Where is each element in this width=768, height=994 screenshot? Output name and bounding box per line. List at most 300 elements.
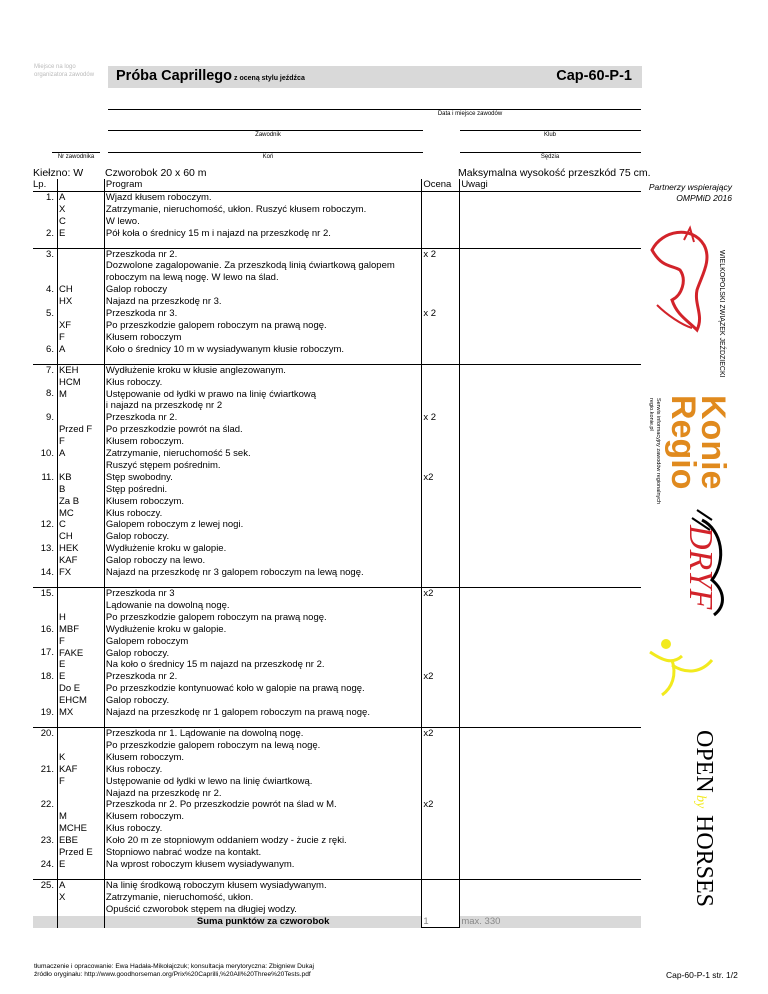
grade-cell-line bbox=[423, 344, 458, 356]
program-cell-line: Galop roboczy na lewo. bbox=[105, 555, 206, 567]
letter-cell-line: X bbox=[58, 891, 66, 903]
program-cell bbox=[104, 364, 421, 579]
letter-cell-line bbox=[59, 272, 103, 284]
grade-cell-line bbox=[423, 424, 458, 436]
lp-cell-line bbox=[34, 216, 54, 228]
grade-cell-line bbox=[423, 624, 458, 636]
letter-cell-line: HEK bbox=[58, 543, 79, 555]
notes-cell[interactable] bbox=[460, 248, 641, 356]
letter-cell-line: B bbox=[58, 483, 66, 495]
header-letter bbox=[57, 179, 104, 191]
open-horses-logo bbox=[650, 639, 717, 907]
program-cell-line: Wjazd kłusem roboczym. bbox=[105, 191, 212, 203]
program-cell-line: Galop roboczy bbox=[105, 284, 168, 296]
lp-cell-line bbox=[34, 496, 54, 508]
program-cell-line: Przeszkoda nr 2. bbox=[105, 671, 178, 683]
program-cell-line: Lądowanie na dowolną nogę. bbox=[105, 599, 230, 611]
lp-cell-line bbox=[34, 612, 54, 624]
grade-cell-line bbox=[423, 320, 458, 332]
grade-cell-line bbox=[423, 388, 458, 400]
grade-cell-line: x 2 bbox=[423, 412, 437, 424]
grade-cell-line bbox=[423, 904, 458, 916]
letter-cell-line bbox=[59, 460, 103, 472]
lp-cell-line: 17. bbox=[40, 647, 54, 659]
lp-cell-line bbox=[34, 555, 54, 567]
letter-cell-line: Za B bbox=[58, 495, 80, 507]
program-cell-line: Po przeszkodzie galopem roboczym na prawą nogę. bbox=[105, 611, 327, 623]
lp-cell-line bbox=[34, 332, 54, 344]
letter-cell-line: MCHE bbox=[58, 823, 87, 835]
separator-cell bbox=[33, 240, 57, 249]
lp-cell bbox=[33, 879, 57, 915]
header-notes: Uwagi bbox=[460, 179, 641, 191]
group-separator bbox=[33, 579, 641, 588]
separator-cell bbox=[460, 356, 641, 365]
notes-cell[interactable] bbox=[460, 727, 641, 870]
lp-cell-line: 9. bbox=[46, 412, 54, 424]
letter-cell bbox=[57, 248, 104, 356]
grade-cell-line: x2 bbox=[423, 727, 434, 739]
lp-cell-line bbox=[34, 272, 54, 284]
lp-cell-line: 11. bbox=[41, 471, 54, 483]
grade-cell-line bbox=[423, 776, 458, 788]
svg-text:OPEN: OPEN bbox=[691, 730, 717, 793]
lp-cell-line bbox=[34, 400, 54, 412]
grade-cell-line bbox=[423, 436, 458, 448]
program-cell-line: Galopem roboczym bbox=[105, 635, 189, 647]
rider-label: Zawodnik bbox=[255, 132, 281, 138]
lp-cell-line bbox=[34, 811, 54, 823]
program-cell-line: Wydłużenie kroku w galopie. bbox=[105, 623, 227, 635]
horse-line[interactable] bbox=[108, 152, 423, 153]
lp-cell-line bbox=[34, 424, 54, 436]
letter-cell-line bbox=[59, 787, 103, 799]
sum-row bbox=[33, 916, 641, 928]
club-line[interactable] bbox=[460, 130, 641, 131]
lp-cell-line bbox=[34, 320, 54, 332]
grade-cell-line bbox=[423, 555, 458, 567]
program-cell-line: Galop roboczy. bbox=[105, 695, 170, 707]
table-row bbox=[33, 364, 641, 579]
program-cell-line: Przeszkoda nr 1. Lądowanie na dowolną nogę. bbox=[105, 727, 304, 739]
grade-cell-line bbox=[423, 192, 458, 204]
separator-cell bbox=[33, 719, 57, 728]
partners-block bbox=[644, 182, 732, 204]
lp-cell-line bbox=[34, 636, 54, 648]
assoc-text: WIELKOPOLSKI ZWIĄZEK JEŹDZIECKI bbox=[718, 250, 725, 378]
grade-cell-line bbox=[423, 659, 458, 671]
lp-cell-line: 8. bbox=[46, 388, 54, 400]
footer-line-1: tłumaczenie i opracowanie: Ewa Hadała-Mikołajczuk; konsultacja merytoryczna: Zbigniew Dukaj bbox=[34, 963, 314, 970]
grade-cell-line bbox=[423, 204, 458, 216]
lp-cell-line bbox=[34, 484, 54, 496]
letter-cell-line: Przed E bbox=[58, 846, 93, 858]
letter-cell-line bbox=[59, 308, 103, 320]
lp-cell-line: 22. bbox=[40, 799, 54, 811]
grade-cell-line bbox=[423, 647, 458, 659]
judge-line[interactable] bbox=[460, 152, 641, 153]
separator-cell bbox=[104, 356, 421, 365]
grade-cell-line bbox=[423, 496, 458, 508]
program-cell-line: Dozwolone zagalopowanie. Za przeszkodą linią ćwiartkową galopem bbox=[105, 260, 395, 272]
arena-info: Czworobok 20 x 60 m bbox=[105, 167, 207, 179]
separator-cell bbox=[104, 871, 421, 880]
lp-cell bbox=[33, 727, 57, 870]
letter-cell-line: EBE bbox=[58, 835, 78, 847]
lp-cell bbox=[33, 588, 57, 719]
program-cell-line: Na linię środkową roboczym kłusem wysiadywanym. bbox=[105, 879, 327, 891]
letter-cell-line: K bbox=[58, 751, 66, 763]
separator-cell bbox=[33, 871, 57, 880]
letter-cell-line: KEH bbox=[58, 364, 79, 376]
program-cell-line: Przeszkoda nr 3. bbox=[105, 308, 178, 320]
letter-cell-line: A bbox=[58, 191, 66, 203]
program-cell-line: Najazd na przeszkodę nr 2. bbox=[105, 787, 222, 799]
program-cell-line: Po przeszkodzie kontynuować koło w galopie na prawą nogę. bbox=[105, 683, 365, 695]
program-cell-line: Stopniowo nabrać wodze na kontakt. bbox=[105, 847, 262, 859]
grade-cell-line bbox=[423, 892, 458, 904]
sum-max bbox=[460, 916, 641, 928]
lp-cell-line: 7. bbox=[46, 364, 54, 376]
logo-placeholder: Miejsce na logo organizatora zawodów bbox=[34, 64, 95, 78]
lp-cell-line: 12. bbox=[40, 519, 54, 531]
lp-cell-line bbox=[34, 752, 54, 764]
grade-cell-line bbox=[423, 859, 458, 871]
letter-cell-line: M bbox=[58, 811, 67, 823]
lp-cell-line: 5. bbox=[46, 308, 54, 320]
separator-cell bbox=[57, 579, 104, 588]
letter-cell bbox=[57, 191, 104, 239]
letter-cell-line: A bbox=[58, 448, 66, 459]
date-place-line[interactable] bbox=[108, 109, 641, 110]
konie-regio-logo-2: Regio bbox=[664, 395, 702, 490]
footer-credits bbox=[34, 963, 314, 979]
separator-cell bbox=[422, 356, 460, 365]
program-cell-line: Po przeszkodzie powrót na ślad. bbox=[105, 424, 243, 436]
lp-cell-line bbox=[34, 892, 54, 904]
program-cell-line: Przeszkoda nr 2. bbox=[105, 412, 178, 424]
grade-cell[interactable] bbox=[422, 364, 460, 579]
letter-cell-line: F bbox=[58, 331, 65, 343]
letter-cell-line bbox=[59, 260, 103, 272]
program-cell-line: Zatrzymanie, nieruchomość, ukłon. bbox=[105, 891, 254, 903]
letter-cell-line bbox=[59, 728, 103, 740]
group-separator bbox=[33, 871, 641, 880]
letter-cell-line bbox=[59, 412, 103, 424]
grade-cell-line bbox=[423, 216, 458, 228]
grade-cell-line bbox=[423, 531, 458, 543]
date-place-label: Data i miejsce zawodów bbox=[437, 111, 503, 117]
program-cell-line: Na koło o średnicy 15 m najazd na przeszkodę nr 2. bbox=[105, 659, 325, 671]
separator-cell bbox=[422, 579, 460, 588]
judge-label: Sędzia bbox=[540, 154, 560, 160]
grade-cell-line bbox=[423, 543, 458, 555]
grade-cell-line bbox=[423, 567, 458, 579]
grade-cell-line bbox=[423, 695, 458, 707]
dryf-logo bbox=[682, 510, 722, 615]
club-label: Klub bbox=[543, 132, 556, 138]
letter-cell bbox=[57, 588, 104, 719]
letter-cell-line: HCM bbox=[58, 376, 81, 388]
header-grade: Ocena bbox=[422, 179, 460, 191]
grade-cell-line bbox=[423, 272, 458, 284]
lp-cell-line bbox=[34, 460, 54, 472]
letter-cell-line: F bbox=[58, 436, 65, 448]
program-cell bbox=[104, 191, 421, 239]
separator-cell bbox=[460, 240, 641, 249]
program-cell-line: Galop roboczy. bbox=[105, 647, 170, 659]
group-separator bbox=[33, 719, 641, 728]
separator-cell bbox=[57, 356, 104, 365]
grade-cell-line bbox=[423, 448, 458, 460]
notes-cell[interactable] bbox=[460, 879, 641, 915]
svg-text:by: by bbox=[693, 795, 708, 809]
lp-cell-line: 4. bbox=[46, 284, 54, 296]
separator-cell bbox=[422, 719, 460, 728]
program-cell-line: Przeszkoda nr 2. Po przeszkodzie powrót na ślad w M. bbox=[105, 799, 337, 811]
separator-cell bbox=[57, 719, 104, 728]
wzj-horse-logo bbox=[652, 228, 707, 330]
letter-cell-line: KB bbox=[58, 471, 72, 483]
grade-cell-line bbox=[423, 847, 458, 859]
grade-cell[interactable] bbox=[422, 191, 460, 239]
program-cell-line: Koło 20 m ze stopniowym oddaniem wodzy - żucie z ręki. bbox=[105, 835, 347, 847]
test-code: Cap-60-P-1 bbox=[556, 68, 632, 84]
lp-cell-line: 18. bbox=[40, 671, 54, 683]
lp-cell-line: 14. bbox=[40, 566, 54, 578]
header-lp: Lp. bbox=[33, 179, 57, 191]
grade-cell[interactable] bbox=[422, 248, 460, 356]
rider-line[interactable] bbox=[108, 130, 423, 131]
letter-cell bbox=[57, 727, 104, 870]
program-cell-line: Kłusem roboczym. bbox=[105, 436, 185, 448]
grade-cell[interactable] bbox=[422, 727, 460, 870]
lp-cell-line: 13. bbox=[40, 543, 54, 555]
program-cell-line: Koło o średnicy 10 m w wysiadywanym kłusie roboczym. bbox=[105, 343, 345, 355]
lp-cell-line bbox=[34, 740, 54, 752]
page-number: Cap-60-P-1 str. 1/2 bbox=[666, 970, 738, 980]
grade-cell[interactable] bbox=[422, 588, 460, 719]
letter-cell bbox=[57, 364, 104, 579]
letter-cell-line: E bbox=[58, 671, 66, 683]
lp-cell-line: 10. bbox=[40, 447, 54, 459]
table-row bbox=[33, 727, 641, 870]
program-cell bbox=[104, 248, 421, 356]
grade-cell-line bbox=[423, 823, 458, 835]
separator-cell bbox=[57, 871, 104, 880]
grade-cell-line bbox=[423, 296, 458, 308]
letter-cell-line bbox=[59, 600, 103, 612]
program-cell-line: Opuścić czworobok stępem na długiej wodzy. bbox=[105, 903, 297, 915]
program-cell-line: Wydłużenie kroku w kłusie anglezowanym. bbox=[105, 364, 286, 376]
program-cell-line: Kłusem roboczym. bbox=[105, 811, 185, 823]
lp-cell-line: 6. bbox=[46, 343, 54, 355]
notes-cell[interactable] bbox=[460, 191, 641, 239]
grade-cell-line bbox=[423, 764, 458, 776]
letter-cell-line: CH bbox=[58, 284, 73, 296]
table-row bbox=[33, 588, 641, 719]
grade-cell-line bbox=[423, 365, 458, 377]
sum-letter bbox=[57, 916, 104, 928]
grade-cell-line: x2 bbox=[423, 588, 434, 599]
grade-cell-line: x 2 bbox=[423, 248, 437, 260]
program-cell-line: Pół koła o średnicy 15 m i najazd na przeszkodę nr 2. bbox=[105, 227, 331, 239]
sum-value-text: 1 bbox=[423, 915, 429, 927]
lp-cell-line bbox=[34, 600, 54, 612]
lp-cell-line: 1. bbox=[46, 191, 54, 203]
letter-cell-line: MBF bbox=[58, 623, 80, 635]
table-row bbox=[33, 879, 641, 915]
grade-cell-line bbox=[423, 228, 458, 240]
letter-cell-line bbox=[59, 799, 103, 811]
grade-cell-line bbox=[423, 507, 458, 519]
letter-cell-line: MX bbox=[58, 707, 74, 719]
letter-cell-line: HX bbox=[58, 296, 73, 308]
letter-cell-line: EHCM bbox=[58, 695, 87, 707]
lp-cell-line bbox=[34, 260, 54, 272]
konie-regio-logo: Konie bbox=[694, 395, 732, 490]
konie-regio-sub: Serwis informacyjny zawodów regionalnych bbox=[655, 398, 661, 505]
program-cell-line: W lewo. bbox=[105, 215, 140, 227]
letter-cell-line: M bbox=[58, 388, 67, 400]
letter-cell-line: F bbox=[58, 775, 65, 787]
grade-cell-line bbox=[423, 683, 458, 695]
grade-cell-line bbox=[423, 636, 458, 648]
lp-cell bbox=[33, 364, 57, 579]
program-cell-line: Najazd na przeszkodę nr 3. bbox=[105, 296, 222, 308]
grade-cell-line bbox=[423, 880, 458, 892]
lp-cell-line bbox=[34, 659, 54, 671]
lp-cell-line bbox=[34, 787, 54, 799]
lp-cell-line: 19. bbox=[40, 706, 54, 718]
letter-cell-line: CH bbox=[58, 531, 73, 543]
program-cell bbox=[104, 727, 421, 870]
lp-cell-line bbox=[34, 507, 54, 519]
letter-cell-line: C bbox=[58, 519, 66, 531]
program-cell-line: Po przeszkodzie galopem roboczym na prawą nogę. bbox=[105, 319, 327, 331]
letter-cell-line: FAKE bbox=[58, 647, 84, 659]
program-cell-line: Po przeszkodzie galopem roboczym na lewą nogę. bbox=[105, 739, 321, 751]
program-cell bbox=[104, 879, 421, 915]
grade-cell-line bbox=[423, 519, 458, 531]
program-cell-line: Zatrzymanie, nieruchomość 5 sek. bbox=[105, 448, 251, 460]
grade-cell-line bbox=[423, 787, 458, 799]
lp-cell-line bbox=[34, 776, 54, 788]
notes-cell[interactable] bbox=[460, 364, 641, 579]
program-cell-line: Galopem roboczym z lewej nogi. bbox=[105, 519, 244, 531]
program-cell-line: Wydłużenie kroku w galopie. bbox=[105, 543, 227, 555]
lp-cell-line: 21. bbox=[40, 763, 54, 775]
grade-cell-line bbox=[423, 752, 458, 764]
letter-cell-line: MC bbox=[58, 507, 74, 519]
letter-cell-line: FX bbox=[58, 567, 72, 579]
separator-cell bbox=[422, 240, 460, 249]
sum-max-text: max. 330 bbox=[461, 915, 501, 927]
grade-cell-line bbox=[423, 600, 458, 612]
lp-cell-line bbox=[34, 695, 54, 707]
grade-cell[interactable] bbox=[422, 879, 460, 915]
konie-regio-url: regio.konie.pl bbox=[648, 398, 654, 431]
separator-cell bbox=[422, 871, 460, 880]
grade-cell-line bbox=[423, 835, 458, 847]
letter-cell-line: KAF bbox=[58, 763, 78, 775]
letter-cell-line: XF bbox=[58, 319, 72, 331]
grade-cell-line bbox=[423, 484, 458, 496]
grade-cell-line bbox=[423, 811, 458, 823]
lp-cell-line: 15. bbox=[40, 588, 54, 599]
program-cell-line: Kłus roboczy. bbox=[105, 376, 163, 388]
separator-cell bbox=[460, 579, 641, 588]
horse-label: Koń bbox=[262, 154, 274, 160]
grade-cell-line bbox=[423, 332, 458, 344]
partners-title: Partnerzy wspierający bbox=[648, 182, 732, 192]
separator-cell bbox=[104, 579, 421, 588]
letter-cell-line: F bbox=[58, 635, 65, 647]
letter-cell-line bbox=[59, 400, 103, 412]
table-header-row bbox=[33, 179, 641, 191]
sum-lp bbox=[33, 916, 57, 928]
title-text: Próba Caprillego bbox=[116, 68, 233, 84]
rider-no-line[interactable] bbox=[52, 152, 100, 153]
lp-cell-line bbox=[34, 377, 54, 389]
separator-cell bbox=[104, 719, 421, 728]
separator-cell bbox=[57, 240, 104, 249]
grade-cell-line bbox=[423, 740, 458, 752]
sum-label: Suma punktów za czworobok bbox=[104, 916, 421, 928]
grade-cell-line bbox=[423, 284, 458, 296]
separator-cell bbox=[104, 240, 421, 249]
letter-cell-line: E bbox=[58, 858, 66, 870]
grade-cell-line bbox=[423, 377, 458, 389]
table-row bbox=[33, 248, 641, 356]
notes-cell[interactable] bbox=[460, 588, 641, 719]
letter-cell-line: X bbox=[58, 203, 66, 215]
lp-cell-line: 2. bbox=[46, 227, 54, 239]
lp-cell-line: 20. bbox=[40, 727, 54, 739]
separator-cell bbox=[33, 579, 57, 588]
bit-info: Kiełzno: W bbox=[33, 167, 84, 179]
letter-cell-line bbox=[59, 249, 103, 261]
lp-cell-line bbox=[34, 204, 54, 216]
table-row bbox=[33, 191, 641, 239]
letter-cell-line: E bbox=[58, 227, 66, 239]
letter-cell-line: C bbox=[58, 215, 66, 227]
grade-cell-line bbox=[423, 460, 458, 472]
lp-cell-line bbox=[34, 683, 54, 695]
program-cell bbox=[104, 588, 421, 719]
lp-cell-line bbox=[34, 904, 54, 916]
program-cell-line: roboczym na lewą nogę. W lewo na ślad. bbox=[105, 272, 279, 284]
lp-cell-line: 25. bbox=[40, 879, 54, 891]
program-cell-line: Przeszkoda nr 3 bbox=[105, 588, 175, 599]
program-cell-line: Stęp swobodny. bbox=[105, 471, 173, 483]
letter-cell-line: KAF bbox=[58, 555, 78, 567]
letter-cell-line: E bbox=[58, 659, 66, 671]
sum-value[interactable] bbox=[422, 916, 460, 928]
program-cell-line: Galop roboczy. bbox=[105, 531, 170, 543]
grade-cell-line: x2 bbox=[423, 471, 434, 483]
max-height-info: Maksymalna wysokość przeszkód 75 cm. bbox=[458, 167, 651, 179]
lp-cell-line: 24. bbox=[40, 858, 54, 870]
program-cell-line: Najazd na przeszkodę nr 3 galopem roboczym na lewą nogę. bbox=[105, 567, 364, 579]
lp-cell-line bbox=[34, 531, 54, 543]
group-separator bbox=[33, 356, 641, 365]
separator-cell bbox=[33, 356, 57, 365]
letter-cell bbox=[57, 879, 104, 915]
grade-cell-line: x2 bbox=[423, 671, 434, 683]
lp-cell bbox=[33, 191, 57, 239]
letter-cell-line: H bbox=[58, 611, 66, 623]
